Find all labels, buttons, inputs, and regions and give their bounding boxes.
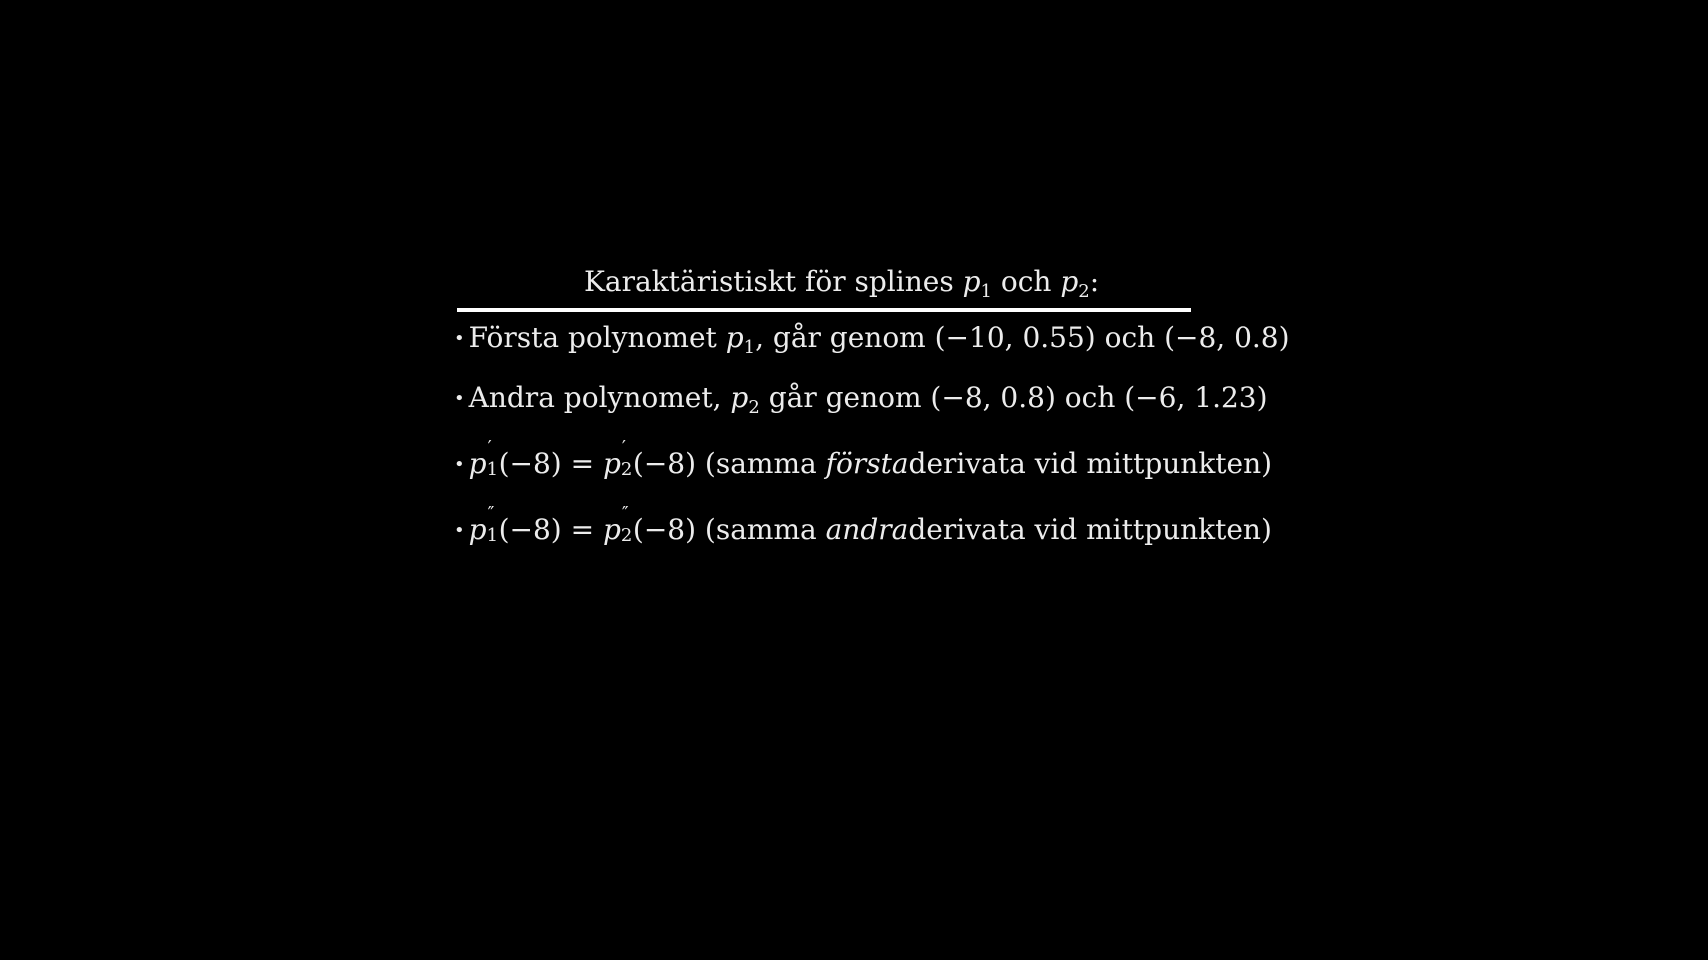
math-sub: 1 <box>743 337 756 358</box>
bullet-item-first-polynomial <box>454 318 1290 359</box>
math-var: p <box>602 513 621 546</box>
math-var: p <box>602 447 621 480</box>
bullet-text: derivata vid mittpunkten) <box>908 447 1273 480</box>
math-var: p <box>725 321 744 354</box>
title-sub-1: 1 <box>980 281 992 302</box>
title-prefix: Karaktäristiskt för splines <box>584 265 963 298</box>
title-suffix: : <box>1089 265 1100 298</box>
math-sub: 1 <box>486 459 499 480</box>
bullet-item-second-polynomial <box>454 378 1268 419</box>
math-sub: 1 <box>486 525 499 546</box>
math-sub: 2 <box>748 397 760 418</box>
title-var-p1: p <box>962 265 981 298</box>
title-mid: och <box>991 265 1061 298</box>
math-supsub <box>486 503 499 546</box>
bullet-item-second-derivative <box>454 503 1272 551</box>
bullet-dot: • <box>454 520 465 541</box>
title-sub-2: 2 <box>1078 281 1090 302</box>
math-var: p <box>468 447 487 480</box>
bullet-text: går genom (−8, 0.8) och (−6, 1.23) <box>759 381 1268 414</box>
bullet-text: Första polynomet <box>468 321 726 354</box>
emphasis-text: andra <box>825 513 909 546</box>
math-var: p <box>468 513 487 546</box>
bullet-dot: • <box>454 454 465 475</box>
math-prime: ′ <box>487 437 492 458</box>
math-text: (−8) = <box>498 447 603 480</box>
bullet-item-first-derivative <box>454 437 1273 485</box>
math-supsub <box>620 503 633 546</box>
title-var-p2: p <box>1060 265 1079 298</box>
bullet-text: derivata vid mittpunkten) <box>908 513 1272 546</box>
math-prime: ″ <box>487 503 495 524</box>
bullet-dot: • <box>454 328 465 349</box>
emphasis-text: första <box>825 447 909 480</box>
bullet-text: (−8) (samma <box>632 513 826 546</box>
math-var: p <box>730 381 749 414</box>
bullet-text: Andra polynomet, <box>468 381 731 414</box>
title-underline <box>457 308 1191 312</box>
bullet-text: , går genom (−10, 0.55) och (−8, 0.8) <box>755 321 1290 354</box>
bullet-text: (−8) (samma <box>632 447 826 480</box>
slide-title <box>584 262 1099 302</box>
math-prime: ″ <box>621 503 629 524</box>
math-text: (−8) = <box>498 513 603 546</box>
math-sub: 2 <box>620 525 633 546</box>
math-prime: ′ <box>621 437 626 458</box>
math-sub: 2 <box>620 459 633 480</box>
math-supsub <box>486 437 499 480</box>
math-supsub <box>620 437 633 480</box>
bullet-dot: • <box>454 388 465 409</box>
